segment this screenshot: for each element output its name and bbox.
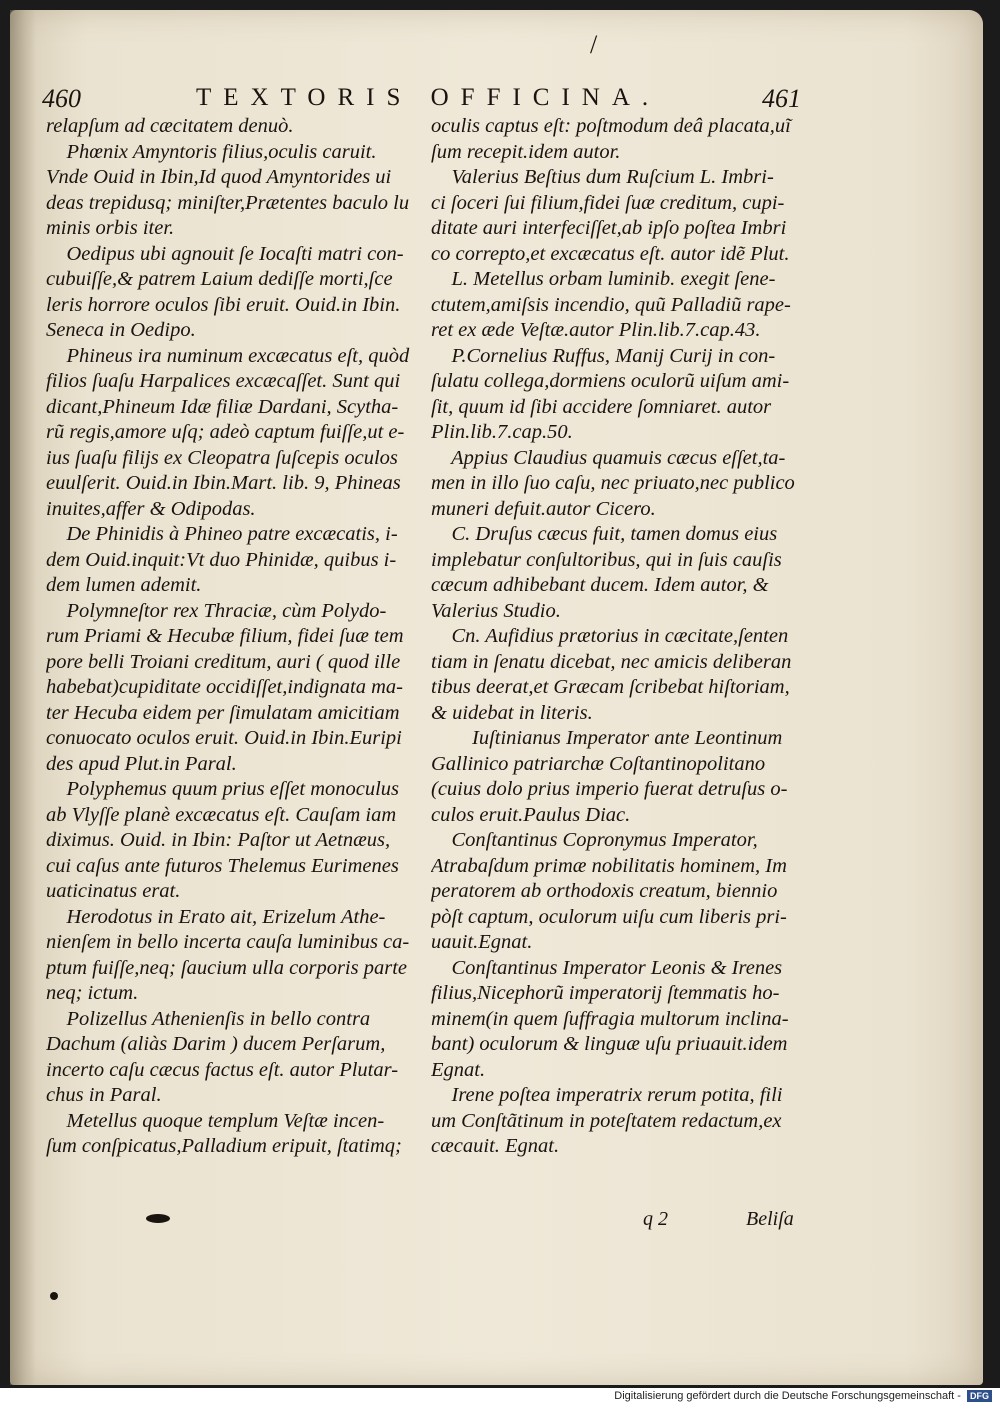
- text-line: leris horrore oculos ſibi eruit. Ouid.in Ibin.: [46, 293, 401, 316]
- top-ink-mark: /: [590, 30, 598, 59]
- text-line: habebat)cupiditate occidiſſet,indignata ma-: [46, 676, 403, 698]
- text-line: neq; ictum.: [46, 982, 139, 1004]
- text-line: Oedipus ubi agnouit ſe Iocaſti matri con-: [46, 242, 404, 265]
- text-line: uaticinatus erat.: [46, 880, 181, 902]
- text-line: dem Ouid.inquit:Vt duo Phinidæ, quibus i-: [46, 548, 397, 571]
- text-line: filius,Nicephorũ imperatorij ſtemmatis ho-: [431, 982, 780, 1004]
- text-line: Appius Claudius quamuis cæcus eſſet,ta-: [431, 446, 786, 469]
- text-line: Gallinico patriarchæ Coſtantinopolitano: [431, 752, 766, 775]
- text-line: Cn. Aufidius prætorius in cæcitate,ſenten: [431, 625, 789, 647]
- text-line: Plin.lib.7.cap.50.: [431, 421, 573, 443]
- text-line: Irene poſtea imperatrix rerum potita, fili: [431, 1084, 783, 1106]
- text-line: culos eruit.Paulus Diac.: [431, 803, 631, 826]
- text-line: uauit.Egnat.: [431, 931, 533, 953]
- text-line: ſit, quum id ſibi accidere ſomniaret. autor: [431, 395, 772, 418]
- text-line: co correpto,et excæcatus eſt. autor idẽ Plut.: [431, 242, 790, 265]
- text-line: Phœnix Amyntoris filius,oculis caruit.: [46, 140, 377, 163]
- text-line: & uidebat in literis.: [431, 701, 593, 724]
- page-number-left: 460: [42, 84, 81, 113]
- text-line: incerto caſu cæcus factus eſt. autor Plutar-: [46, 1058, 399, 1081]
- text-line: L. Metellus orbam luminib. exegit ſene-: [431, 268, 776, 290]
- text-column-right: [431, 114, 809, 1160]
- text-line: ius ſuaſu filijs ex Cleopatra ſuſcepis oculos: [46, 446, 398, 469]
- text-line: Iuſtinianus Imperator ante Leontinum: [431, 727, 783, 749]
- digitization-credit: [0, 1390, 992, 1402]
- text-line: cæcum adhibebant ducem. Idem autor, &: [431, 574, 769, 596]
- text-line: ſum conſpicatus,Palladium eripuit, ſtatimq;: [46, 1135, 402, 1157]
- text-line: Polizellus Athenienſis in bello contra: [46, 1007, 371, 1030]
- text-line: tiam in ſenatu dicebat, nec amicis deliberan: [431, 650, 792, 673]
- text-line: chus in Paral.: [46, 1084, 162, 1106]
- text-line: Valerius Beſtius dum Ruſcium L. Imbri-: [431, 166, 774, 188]
- text-line: ptum fuiſſe,neq; ſaucium ulla corporis parte: [46, 956, 407, 979]
- text-line: ab Vlyſſe planè excæcatus eſt. Cauſam iam: [46, 803, 397, 826]
- text-line: Phineus ira numinum excæcatus eſt, quòd: [46, 344, 410, 367]
- text-line: ci ſoceri ſui filium,fidei ſuæ creditum, cupi-: [431, 191, 785, 214]
- text-line: Valerius Studio.: [431, 599, 561, 622]
- text-line: Dachum (aliàs Darim ) ducem Perſarum,: [46, 1033, 386, 1055]
- page-gutter-shadow: [10, 10, 36, 1385]
- ink-dot: [50, 1292, 58, 1300]
- text-line: rũ regis,amore uſq; adeò captum fuiſſe,ut e-: [46, 421, 405, 443]
- text-line: ſulatu collega,dormiens oculorũ uiſum ami-: [431, 370, 790, 392]
- text-line: euulſerit. Ouid.in Ibin.Mart. lib. 9, Phineas: [46, 472, 401, 494]
- text-line: De Phinidis à Phineo patre excæcatis, i-: [46, 523, 398, 545]
- text-line: Seneca in Oedipo.: [46, 319, 196, 341]
- text-line: diximus. Ouid. in Ibin: Paſtor ut Aetnæus,: [46, 829, 391, 851]
- page-number-right: 461: [762, 84, 801, 113]
- text-line: implebatur conſultoribus, qui in ſuis cauſis: [431, 548, 782, 571]
- text-line: tibus deerat,et Græcam ſcribebat hiſtoriam,: [431, 676, 790, 698]
- text-line: dem lumen ademit.: [46, 574, 202, 596]
- ink-blot: [146, 1214, 170, 1223]
- text-line: ſum recepit.idem autor.: [431, 140, 621, 163]
- text-line: (cuius dolo prius imperio fuerat detruſus o-: [431, 778, 788, 800]
- text-line: minis orbis iter.: [46, 217, 175, 239]
- text-line: pòſt captum, oculorum uiſu cum liberis pri-: [431, 905, 787, 928]
- text-line: dicant,Phineum Idæ filiæ Dardani, Scytha-: [46, 395, 399, 418]
- text-line: um Conſtãtinum in poteſtatem redactum,ex: [431, 1109, 782, 1132]
- text-line: inuites,affer & Odipodas.: [46, 497, 256, 520]
- text-line: Herodotus in Erato ait, Erizelum Athe-: [46, 905, 386, 928]
- text-line: Polymneſtor rex Thraciæ, cùm Polydo-: [46, 599, 387, 622]
- text-line: Metellus quoque templum Veſtæ incen-: [46, 1109, 385, 1132]
- text-line: Conſtantinus Copronymus Imperator,: [431, 829, 758, 851]
- running-title: TEXTORIS OFFICINA.: [196, 84, 661, 111]
- text-line: Polyphemus quum prius eſſet monoculus: [46, 778, 400, 800]
- catchword: Beliſa: [746, 1208, 794, 1230]
- text-line: peratorem ab orthodoxis creatum, biennio: [431, 880, 778, 902]
- signature-mark: q 2: [643, 1208, 668, 1230]
- text-line: Atrabaſdum primæ nobilitatis hominem, Im: [431, 854, 787, 877]
- text-line: Conſtantinus Imperator Leonis & Irenes: [431, 956, 783, 979]
- text-line: C. Druſus cæcus fuit, tamen domus eius: [431, 523, 778, 545]
- text-line: oculis captus eſt: poſtmodum deâ placata,uĩ: [431, 115, 791, 137]
- text-line: P.Cornelius Ruffus, Manij Curij in con-: [431, 344, 776, 367]
- text-line: cubuiſſe,& patrem Laium dediſſe morti,ſce: [46, 268, 393, 290]
- text-line: cæcauit. Egnat.: [431, 1135, 560, 1157]
- text-line: ctutem,amiſsis incendio, quũ Palladiũ rape-: [431, 293, 791, 316]
- dfg-logo[interactable]: DFG: [967, 1390, 992, 1402]
- text-line: rum Priami & Hecubæ filium, fidei ſuæ tem: [46, 625, 404, 647]
- text-line: muneri defuit.autor Cicero.: [431, 497, 656, 520]
- text-line: ter Hecuba eidem per ſimulatam amicitiam: [46, 701, 400, 724]
- text-line: bant) oculorum & linguæ uſu priuauit.idem: [431, 1033, 788, 1055]
- text-line: cui caſus ante futuros Thelemus Eurimenes: [46, 854, 399, 877]
- text-line: ditate auri interfeciſſet,ab ipſo poſtea Imbri: [431, 217, 787, 239]
- text-line: conuocato oculos eruit. Ouid.in Ibin.Euripi: [46, 727, 402, 749]
- text-line: men in illo ſuo caſu, nec priuato,nec publico: [431, 472, 795, 494]
- text-line: Vnde Ouid in Ibin,Id quod Amyntorides ui: [46, 166, 392, 188]
- text-line: nienſem in bello incerta cauſa luminibus ca-: [46, 931, 410, 953]
- text-line: pore belli Troiani creditum, auri ( quod ille: [46, 650, 401, 673]
- text-line: des apud Plut.in Paral.: [46, 752, 237, 775]
- text-line: relapſum ad cæcitatem denuò.: [46, 115, 294, 137]
- text-line: deas trepidusq; miniſter,Prætentes baculo lu: [46, 191, 410, 214]
- text-line: Egnat.: [431, 1058, 486, 1081]
- credit-text: Digitalisierung gefördert durch die Deutsche Forschungsgemeinschaft -: [614, 1390, 961, 1402]
- text-line: filios ſuaſu Harpalices excæcaſſet. Sunt qui: [46, 370, 401, 392]
- text-column-left: [46, 114, 414, 1160]
- text-line: minem(in quem ſuffragia multorum inclina-: [431, 1007, 789, 1030]
- text-line: ret ex æde Veſtæ.autor Plin.lib.7.cap.43.: [431, 319, 761, 341]
